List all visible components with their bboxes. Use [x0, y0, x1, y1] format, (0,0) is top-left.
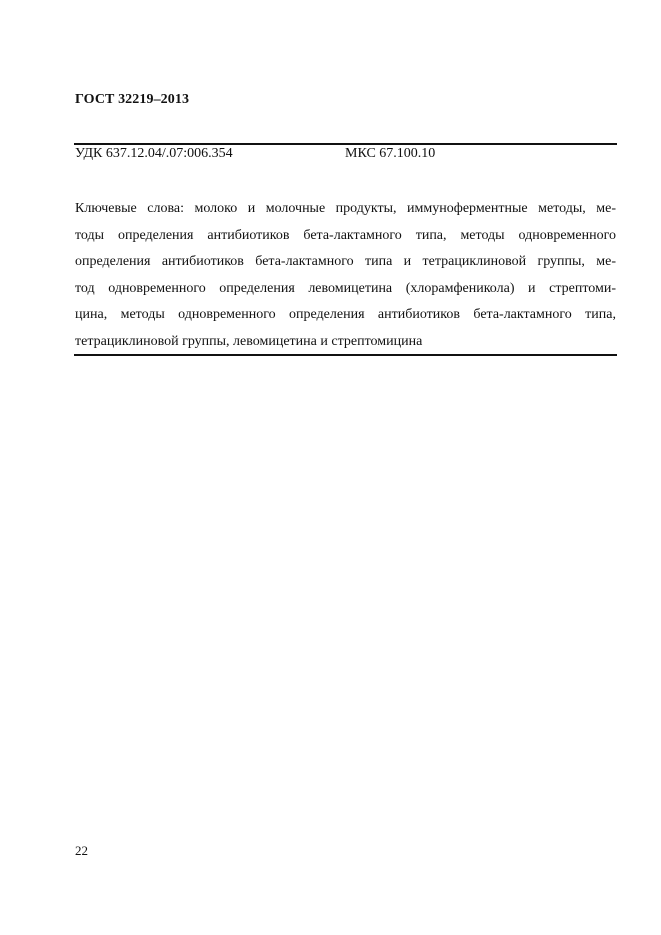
keywords-paragraph [75, 196, 616, 355]
mks-code: МКС 67.100.10 [345, 146, 436, 161]
keywords-line: тод одновременного определения левомицетина (хлорамфеникола) и стрептоми- [75, 280, 616, 296]
keywords-line: тетрациклиновой группы, левомицетина и стрептомицина [75, 333, 423, 349]
keywords-line: определения антибиотиков бета-лактамного типа и тетрациклиновой группы, ме- [75, 254, 616, 269]
bottom-divider [74, 354, 617, 356]
udk-code: УДК 637.12.04/.07:006.354 [75, 146, 233, 161]
keywords-line: Ключевые слова: молоко и молочные продукты, иммуноферментные методы, ме- [75, 201, 616, 216]
page-number: 22 [75, 843, 88, 858]
top-divider [74, 143, 617, 145]
document-header-title: ГОСТ 32219–2013 [75, 92, 190, 107]
keywords-line: цина, методы одновременного определения антибиотиков бета-лактамного типа, [75, 307, 616, 322]
keywords-line: тоды определения антибиотиков бета-лактамного типа, методы одновременного [75, 227, 616, 243]
